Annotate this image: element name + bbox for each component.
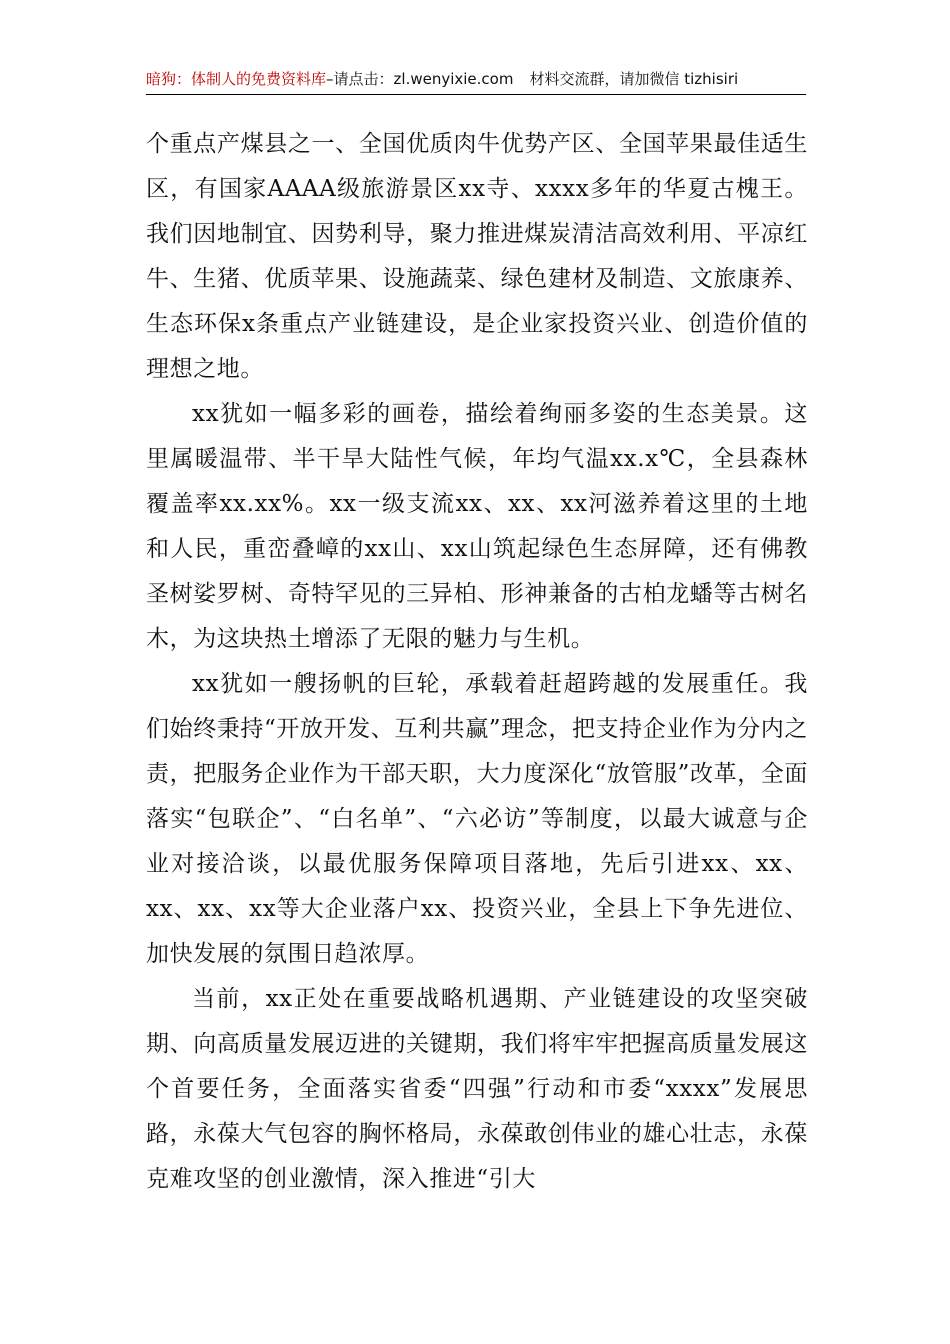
paragraph-4: 当前，xx正处在重要战略机遇期、产业链建设的攻坚突破期、向高质量发展迈进的关键期，我们将牢牢把握高质量发展这个首要任务，全面落实省委“四强”行动和市委“xxxx”发展思路，永葆大气包容的胸怀格局，永葆敢创伟业的雄心壮志，永葆克难攻坚的创业激情，深入推进“引大 [146, 986, 808, 1192]
paragraph-1: 个重点产煤县之一、全国优质肉牛优势产区、全国苹果最佳适生区，有国家AAAA级旅游景区xx寺、xxxx多年的华夏古槐王。我们因地制宜、因势利导，聚力推进煤炭清洁高效利用、平凉红牛、生猪、优质苹果、设施蔬菜、绿色建材及制造、文旅康养、生态环保x条重点产业链建设，是企业家投资兴业、创造价值的理想之地。 [146, 131, 808, 382]
document-body [146, 122, 808, 1202]
paragraph-3: xx犹如一艘扬帆的巨轮，承载着赶超跨越的发展重任。我们始终秉持“开放开发、互利共赢”理念，把支持企业作为分内之责，把服务企业作为干部天职，大力度深化“放管服”改革，全面落实“包联企”、“白名单”、“六必访”等制度，以最大诚意与企业对接洽谈，以最优服务保障项目落地，先后引进xx、xx、xx、xx、xx等大企业落户xx、投资兴业，全县上下争先进位、加快发展的氛围日趋浓厚。 [146, 671, 808, 967]
site-label: 暗狗：体制人的免费资料库 [146, 70, 327, 88]
page-header [146, 64, 806, 95]
contact-info: 材料交流群，请加微信 tizhisiri [529, 70, 739, 88]
link-prefix: –请点击： [326, 70, 394, 88]
site-link[interactable]: zl.wenyixie.com [393, 70, 514, 88]
paragraph-2: xx犹如一幅多彩的画卷，描绘着绚丽多姿的生态美景。这里属暖温带、半干旱大陆性气候，年均气温xx.x℃，全县森林覆盖率xx.xx%。xx一级支流xx、xx、xx河滋养着这里的土地和人民，重峦叠嶂的xx山、xx山筑起绿色生态屏障，还有佛教圣树娑罗树、奇特罕见的三异柏、形神兼备的古柏龙蟠等古树名木，为这块热土增添了无限的魅力与生机。 [146, 401, 808, 652]
